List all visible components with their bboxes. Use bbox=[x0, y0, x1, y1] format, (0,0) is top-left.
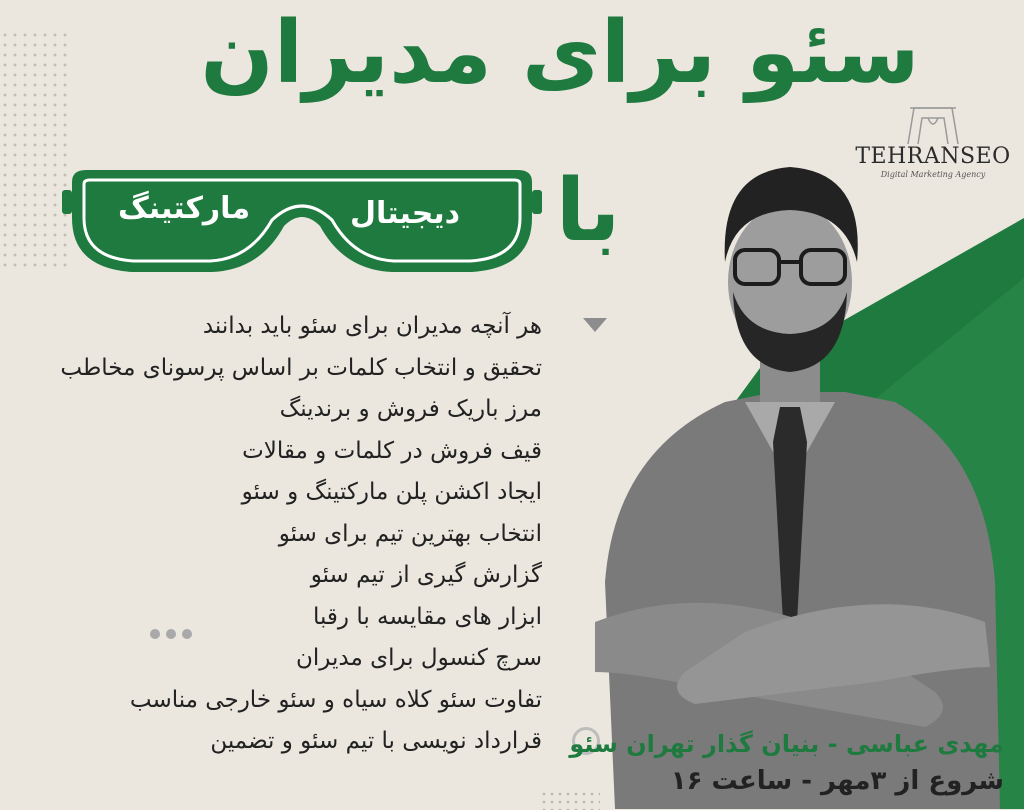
glasses-right-text: دیجیتال bbox=[350, 196, 461, 231]
list-item: هر آنچه مدیران برای سئو باید بدانند bbox=[202, 313, 542, 339]
logo-name: TEHRANSEO bbox=[855, 144, 1011, 169]
logo-tagline: Digital Marketing Agency bbox=[880, 170, 986, 179]
list-item: ایجاد اکشن پلن مارکتینگ و سئو bbox=[241, 479, 542, 505]
list-item: مرز باریک فروش و برندینگ bbox=[279, 396, 542, 422]
presenter-photo bbox=[575, 152, 1005, 809]
connector-text: با bbox=[555, 161, 621, 261]
list-item: گزارش گیری از تیم سئو bbox=[310, 562, 542, 588]
list-item: سرچ کنسول برای مدیران bbox=[296, 645, 542, 671]
list-item: قیف فروش در کلمات و مقالات bbox=[242, 437, 542, 464]
building-icon bbox=[848, 100, 1018, 146]
list-item: ابزار های مقایسه با رقبا bbox=[312, 603, 542, 630]
headline: سئو برای مدیران bbox=[200, 3, 920, 103]
schedule-text: شروع از ۳مهر - ساعت ۱۶ bbox=[670, 766, 1004, 796]
list-item: قرارداد نویسی با تیم سئو و تضمین bbox=[210, 728, 542, 754]
dot-pattern bbox=[0, 30, 70, 270]
list-item: تحقیق و انتخاب کلمات بر اساس پرسونای مخاطب bbox=[60, 354, 542, 381]
list-item: تفاوت سئو کلاه سیاه و سئو خارجی مناسب bbox=[129, 686, 542, 713]
presenter-name: مهدی عباسی - بنیان گذار تهران سئو bbox=[569, 730, 1004, 758]
glasses-left-text: مارکتینگ bbox=[118, 191, 251, 226]
arrow-down-icon bbox=[583, 318, 607, 332]
list-item: انتخاب بهترین تیم برای سئو bbox=[278, 520, 542, 547]
dot-pattern-small bbox=[540, 790, 600, 810]
ellipsis-decoration bbox=[150, 624, 198, 643]
topic-list bbox=[0, 306, 542, 763]
